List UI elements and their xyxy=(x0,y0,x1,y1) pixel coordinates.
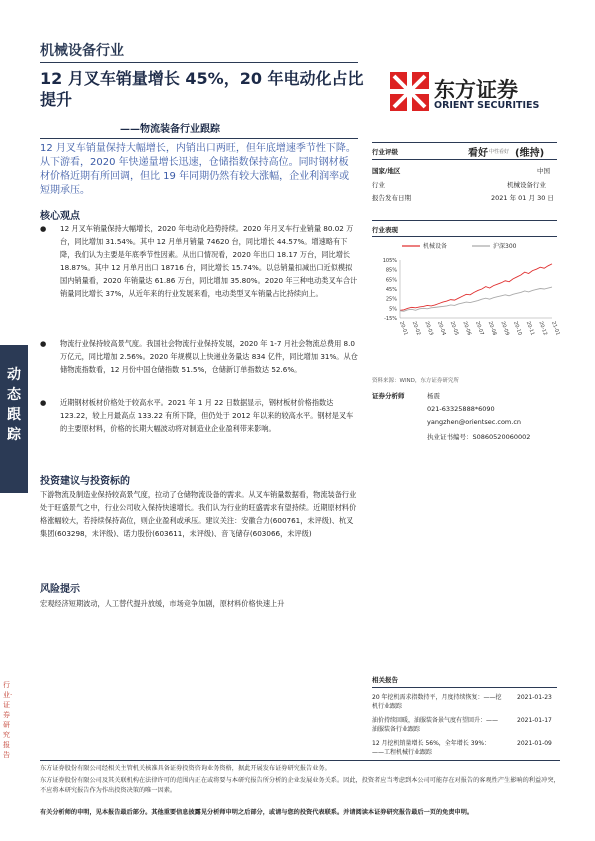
x-tick-label: 20-01 xyxy=(398,320,409,337)
x-tick-label: 20-11 xyxy=(524,320,536,337)
legend-label: 机械设备 xyxy=(423,243,448,250)
info-key: 国家/地区 xyxy=(372,167,401,175)
info-value: 机械设备行业 xyxy=(507,181,546,189)
rating-value: 看好 xyxy=(468,148,488,159)
series-line xyxy=(400,264,552,310)
related-date: 2021-01-09 xyxy=(517,740,552,747)
analyst-label: 证券分析师 xyxy=(372,392,405,400)
bullet-item xyxy=(40,396,358,435)
rating-status: (维持) xyxy=(515,148,545,159)
y-tick-label: 45% xyxy=(385,287,397,293)
x-tick-label: 20-06 xyxy=(461,320,473,337)
logo-icon xyxy=(390,72,430,112)
invest-paragraph: 下游物流及制造业保持较高景气度，拉动了仓储物流设备的需求。从叉车销量数据看，物流装备行业处于旺盛景气之中，行业公司收入保持快速增长。我们认为行业的旺盛需求有望持续。近期原材料价格涨幅较大，若持续保持高位，则企业盈利或承压。建议关注：安徽合力(600761，未评级)、杭叉集团(603298，未评级)、诺力股份(603611，未评级)、音飞储存(603066，未评级) xyxy=(40,490,357,538)
related-date: 2021-01-23 xyxy=(517,694,552,701)
bullet-icon: ● xyxy=(40,398,47,407)
report-title: 12 月叉车销量增长 45%，20 年电动化占比提升 xyxy=(40,69,364,109)
x-tick-label: 20-12 xyxy=(537,320,549,337)
related-item[interactable]: 12 月挖机销量增长 56%，全年增长 39%：——工程机械行业跟踪 xyxy=(372,740,491,756)
y-tick-label: -15% xyxy=(384,316,397,322)
divider xyxy=(372,220,557,221)
y-tick-label: 105% xyxy=(382,258,397,264)
divider xyxy=(372,159,557,160)
x-tick-label: 20-05 xyxy=(448,320,460,337)
x-tick-label: 20-08 xyxy=(486,320,498,337)
x-tick-label: 20-07 xyxy=(474,320,485,337)
logo-text-cn: 东方证券 xyxy=(434,78,518,102)
performance-chart xyxy=(372,238,561,363)
x-tick-label: 20-04 xyxy=(436,320,447,337)
chart-title: 行业表现 xyxy=(372,226,398,234)
divider xyxy=(40,760,560,761)
analyst-phone: 021-63325888*6090 xyxy=(427,405,495,413)
x-tick-label: 20-02 xyxy=(410,320,422,337)
divider xyxy=(372,236,557,237)
rating-label: 行业评级 xyxy=(372,148,398,156)
footer-notice: 有关分析师的申明，见本报告最后部分。其他重要信息披露见分析师申明之后部分，或请与您的投资代表联系。并请阅读本证券研究报告最后一页的免责申明。 xyxy=(40,809,474,816)
rating-prev: 中性看好 xyxy=(489,149,510,155)
footer-disclaimer: 东方证券股份有限公司及其关联机构在法律许可的范围内正在或将要与本研究报告所分析的企业发展业务关系。因此，投资者应当考虑到本公司可能存在对报告的客观性产生影响的利益冲突，不应将本研究报告作为作出投资决策的唯一因素。 xyxy=(40,777,560,794)
lead-paragraph: 12 月叉车销量保持大幅增长，内销出口两旺，但年底增速季节性下降。从下游看，2020 年快递量增长迅速，仓储指数保持高位。同时钢材板材价格近期有所回调，但比 19 年同期仍然有较大涨幅，企业利润率或短期承压。 xyxy=(40,143,356,196)
legend-label: 沪深300 xyxy=(493,243,517,250)
bullet-item xyxy=(40,222,358,300)
related-title: 相关报告 xyxy=(372,676,398,684)
industry-label: 机械设备行业 xyxy=(40,43,124,59)
related-item[interactable]: 油价持续回暖，油服装备景气度有望回升：——油服装备行业跟踪 xyxy=(372,717,499,733)
report-subtitle: ——物流装备行业跟踪 xyxy=(120,124,220,135)
risk-paragraph: 宏观经济短期波动，人工替代提升放缓，市场竞争加剧，原材料价格快速上升 xyxy=(40,599,285,608)
info-value: 2021 年 01 月 30 日 xyxy=(491,194,554,202)
analyst-cert: 执业证书编号：S0860520060002 xyxy=(427,433,531,441)
x-tick-label: 20-09 xyxy=(499,320,511,337)
section-risk: 风险提示 xyxy=(40,584,80,595)
bullet-icon: ● xyxy=(40,339,47,348)
y-tick-label: 25% xyxy=(385,296,397,303)
info-value: 中国 xyxy=(537,167,550,175)
info-key: 报告发布日期 xyxy=(372,194,411,202)
analyst-name: 杨震 xyxy=(427,392,440,400)
bullet-text: 物流行业保持较高景气度。我国社会物流行业保持发展，2020 年 1-7 月社会物流总费用 8.0 万亿元，同比增加 2.56%。2020 年规模以上快递业务量达 834 亿件，同比增加 31%。从仓储物流指数看，12 月份中国仓储指数 51.5%，仓储新订单指数达 52.6%。 xyxy=(60,339,358,374)
x-tick-label: 20-10 xyxy=(512,320,523,337)
related-item[interactable]: 20 年挖机需求指数持平，月度持续恢复：——挖机行业跟踪 xyxy=(372,694,502,710)
sidebar-label: 动态跟踪 xyxy=(7,367,21,443)
section-invest: 投资建议与投资标的 xyxy=(40,476,130,487)
vertical-label: 行业·证券研究报告 xyxy=(3,681,13,759)
divider xyxy=(372,687,557,688)
divider xyxy=(372,142,557,143)
divider xyxy=(40,62,358,63)
series-line xyxy=(400,287,552,311)
bullet-item xyxy=(40,337,358,376)
y-tick-label: 85% xyxy=(385,267,397,274)
x-tick-label: 20-03 xyxy=(423,320,435,337)
y-tick-label: 5% xyxy=(389,306,397,313)
divider xyxy=(40,138,358,139)
logo-text-en: ORIENT SECURITIES xyxy=(434,100,540,111)
related-date: 2021-01-17 xyxy=(517,717,552,724)
bullet-icon: ● xyxy=(40,224,47,233)
footer-disclaimer: 东方证券股份有限公司经相关主管机关核准具备证券投资咨询业务资格，据此开展发布证券研究报告业务。 xyxy=(40,765,331,772)
analyst-email[interactable]: yangzhen@orientsec.com.cn xyxy=(427,418,522,426)
section-core-view: 核心观点 xyxy=(40,211,80,222)
info-key: 行业 xyxy=(372,181,385,189)
x-tick-label: 21-01 xyxy=(550,320,561,337)
bullet-text: 12 月叉车销量保持大幅增长，2020 年电动化趋势持续。2020 年月叉车行业销量 80.02 万台，同比增加 31.54%。其中 12 月单月销量 74620 台，同比增长 44.57%。增速略有下降，我们认为主要是年底季节性因素。从出口情况看，2020 年出口 18.17 万台，同比增长 18.87%。其中 12 月单月出口 18716 台，同比增长 15.74%。以总销量扣减出口近似模拟国内销量看，2020 年销量达 61.86 万台，同比增加 35.80%。2020 年三种电动类叉车合计销量同比增长 37%，从近年来的行业发展来看，电动类型叉车销量占比持续向上。 xyxy=(60,224,358,298)
y-tick-label: 65% xyxy=(385,277,397,284)
bullet-text: 近期钢材板材价格处于较高水平。2021 年 1 月 22 日数据显示，钢材板材价格指数达 123.22，较上月最高点 133.22 有所下降，但仍处于 2012 年以来的较高水平。钢材是叉车的主要原材料，价格的长期大幅波动将对制造业企业盈利带来影响。 xyxy=(60,398,354,433)
chart-source: 资料来源：WIND，东方证券研究所 xyxy=(372,378,459,384)
